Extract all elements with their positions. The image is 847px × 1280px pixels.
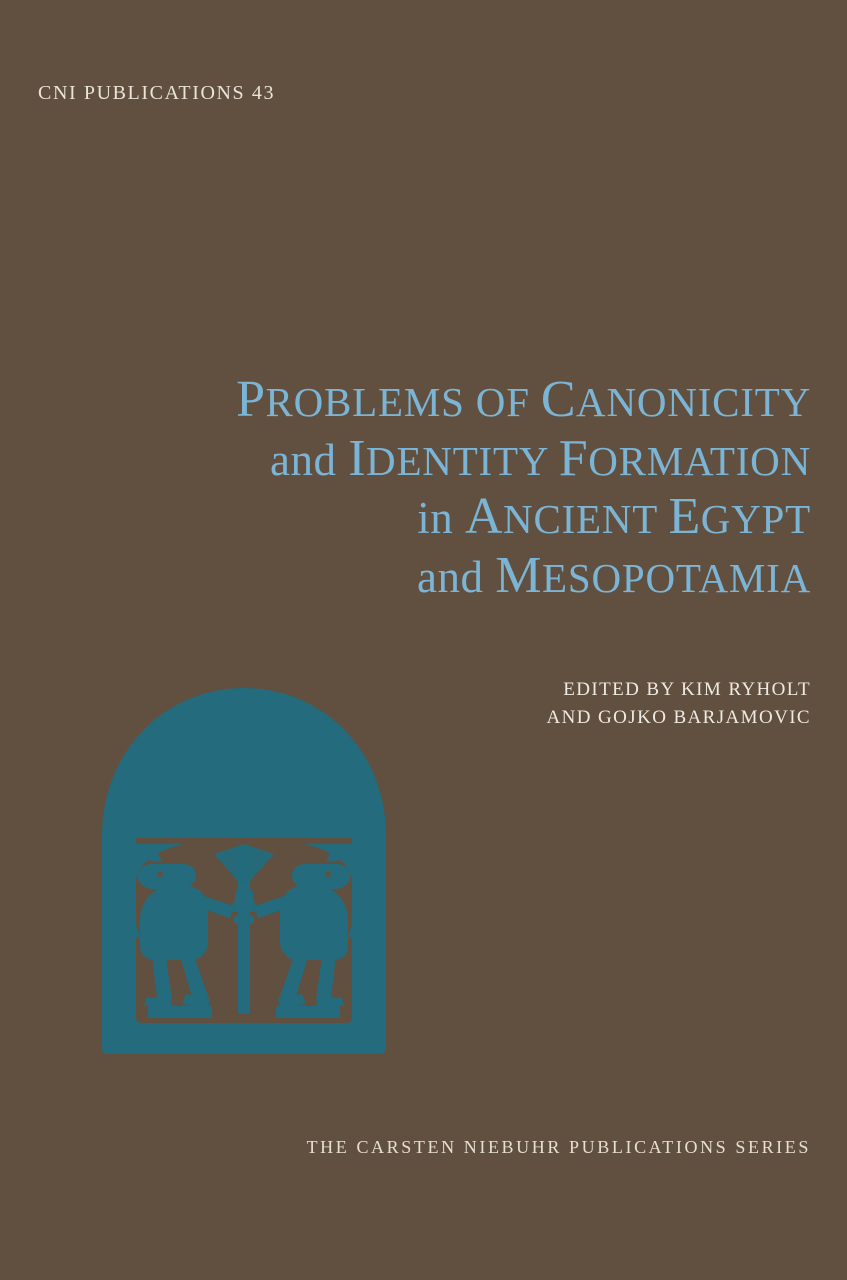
series-number: CNI PUBLICATIONS 43	[38, 82, 276, 104]
editor-line-1: EDITED BY KIM RYHOLT	[563, 679, 811, 700]
title-line-4: and MESOPOTAMIA	[417, 546, 811, 604]
title-line-2: and IDENTITY FORMATION	[269, 429, 811, 487]
footer-series-line: THE CARSTEN NIEBUHR PUBLICATIONS SERIES	[306, 1137, 811, 1157]
title-line-1: PROBLEMS OF CANONICITY	[236, 371, 811, 428]
page-title	[171, 372, 811, 607]
egyptian-shrine-icon	[74, 688, 414, 1060]
editor-line-2: AND GOJKO BARJAMOVIC	[546, 706, 811, 728]
title-line-3: in ANCIENT EGYPT	[417, 488, 811, 546]
